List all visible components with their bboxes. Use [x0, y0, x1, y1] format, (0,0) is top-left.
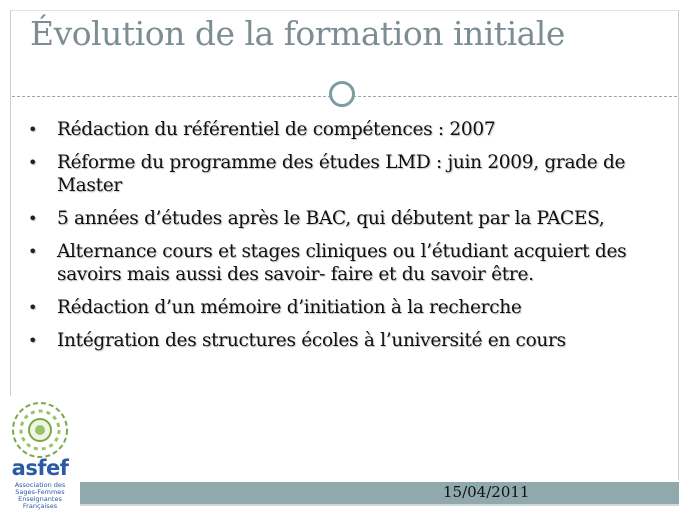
- logo-subtitle-line: Françaises: [22, 502, 58, 510]
- bullet-item: [26, 207, 666, 230]
- bullet-dot-icon: •: [28, 120, 38, 139]
- slide-title: Évolution de la formation initiale: [30, 14, 565, 53]
- bullet-text: Intégration des structures écoles à l’université en cours: [57, 330, 566, 351]
- footer-underline: [80, 504, 679, 506]
- bullet-item: [26, 240, 666, 286]
- bullet-list: [26, 118, 666, 362]
- bullet-text: Rédaction du référentiel de compétences : 2007: [57, 119, 496, 140]
- bullet-dot-icon: •: [28, 242, 38, 261]
- bullet-item: [26, 296, 666, 319]
- bullet-text: Réforme du programme des études LMD : juin 2009, grade de Master: [57, 152, 626, 196]
- frame-left-line: [10, 10, 11, 405]
- bullet-item: [26, 329, 666, 352]
- frame-right-line: [678, 10, 679, 480]
- bullet-dot-icon: •: [28, 209, 38, 228]
- bullet-dot-icon: •: [28, 331, 38, 350]
- bullet-dot-icon: •: [28, 298, 38, 317]
- bullet-item: [26, 151, 666, 197]
- logo-subtitle-line: Enseignantes: [18, 495, 62, 503]
- bullet-text: 5 années d’études après le BAC, qui débutent par la PACES,: [57, 208, 605, 229]
- bullet-dot-icon: •: [28, 153, 38, 172]
- frame-top-line: [10, 10, 679, 11]
- asfef-logo: [0, 396, 80, 514]
- bullet-item: [26, 118, 666, 141]
- logo-subtitle-line: Sages-Femmes: [15, 488, 65, 496]
- footer-bar: [80, 482, 679, 504]
- circle-ornament-icon: [329, 81, 355, 107]
- logo-wordmark: asfef: [11, 456, 69, 480]
- footer-date: 15/04/2011: [443, 483, 530, 501]
- bullet-text: Alternance cours et stages cliniques ou l’étudiant acquiert des savoirs mais aussi des savoir- faire et du savoir être.: [57, 241, 627, 285]
- bullet-text: Rédaction d’un mémoire d’initiation à la recherche: [57, 297, 522, 318]
- logo-subtitle-line: Association des: [14, 481, 66, 489]
- leaf-wreath-icon: [8, 398, 72, 460]
